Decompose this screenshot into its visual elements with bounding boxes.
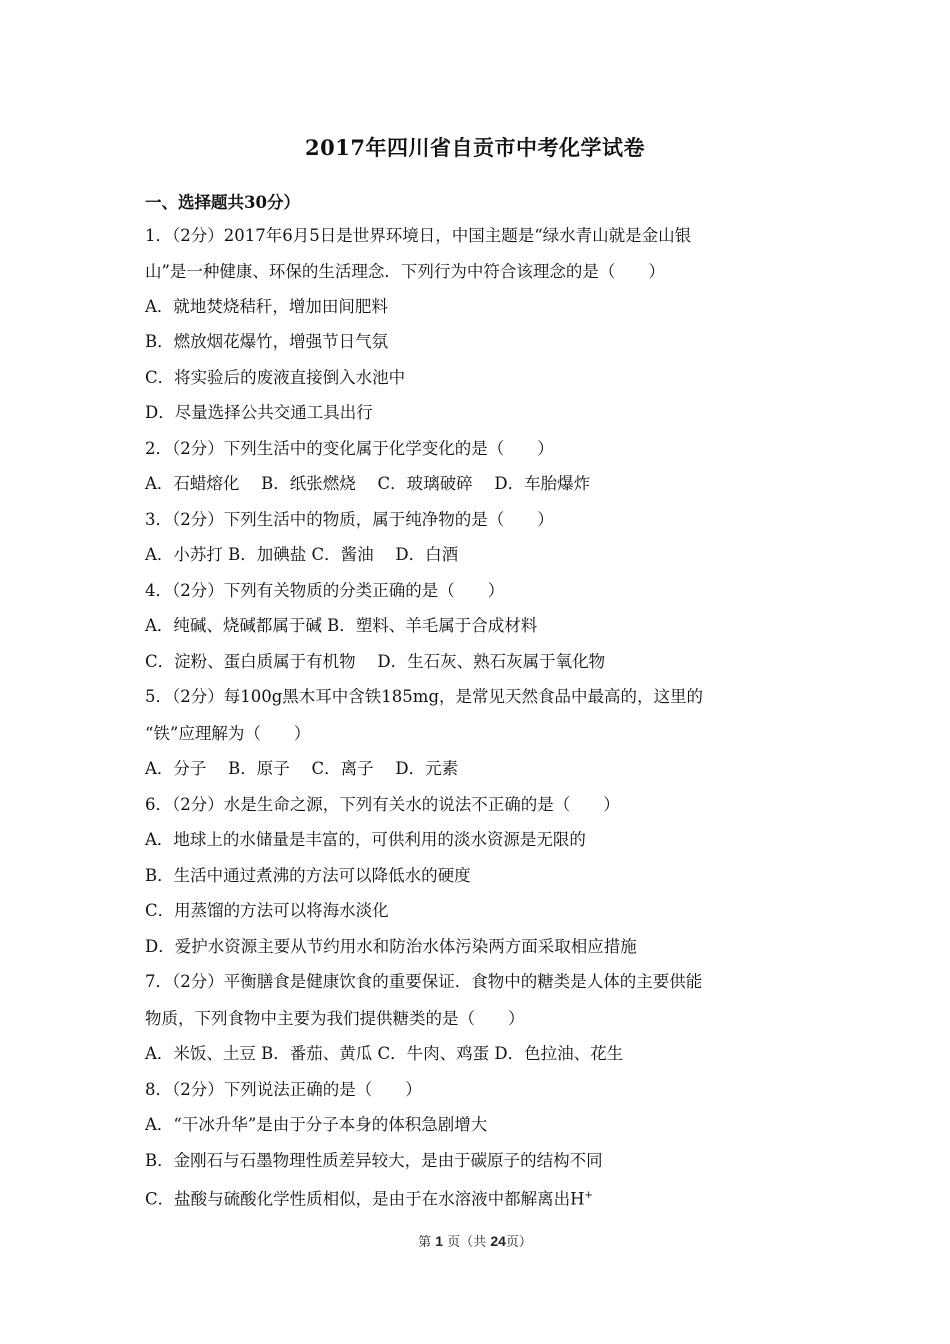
- question-8-option-b: B．金刚石与石墨物理性质差异较大，是由于碳原子的结构不同: [145, 1151, 603, 1170]
- question-4-options-cd: C．淀粉、蛋白质属于有机物 D．生石灰、熟石灰属于氧化物: [145, 652, 606, 671]
- question-6-stem: 6．（2分）水是生命之源，下列有关水的说法不正确的是（ ）: [145, 795, 620, 814]
- question-7-line-1: 7．（2分）平衡膳食是健康饮食的重要保证．食物中的糖类是人体的主要供能: [145, 972, 703, 991]
- page-title: 2017年四川省自贡市中考化学试卷: [305, 135, 645, 160]
- section-heading: 一、选择题共30分）: [145, 193, 300, 212]
- question-8-option-c: [145, 1186, 593, 1210]
- question-8-stem: 8．（2分）下列说法正确的是（ ）: [145, 1080, 422, 1099]
- question-2-options: A．石蜡熔化 B．纸张燃烧 C．玻璃破碎 D．车胎爆炸: [145, 474, 591, 493]
- question-3-options: A．小苏打 B．加碘盐 C．酱油 D．白酒: [145, 545, 459, 564]
- question-6-option-d: D．爱护水资源主要从节约用水和防治水体污染两方面采取相应措施: [145, 937, 637, 956]
- question-1-option-a: A．就地焚烧秸秆，增加田间肥料: [145, 297, 388, 316]
- question-7-line-2: 物质，下列食物中主要为我们提供糖类的是（ ）: [145, 1009, 525, 1028]
- question-1-option-d: D．尽量选择公共交通工具出行: [145, 403, 373, 422]
- question-6-option-c: C．用蒸馏的方法可以将海水淡化: [145, 901, 389, 920]
- footer-total-pages: 24: [490, 1233, 506, 1249]
- question-8-option-a: A．“干冰升华”是由于分子本身的体积急剧增大: [145, 1115, 488, 1134]
- footer-mid: 页（共: [447, 1235, 487, 1250]
- question-1-option-b: B．燃放烟花爆竹，增强节日气氛: [145, 332, 389, 351]
- question-1-line-2: 山”是一种健康、环保的生活理念．下列行为中符合该理念的是（ ）: [145, 262, 665, 281]
- footer-page-number: 1: [435, 1233, 444, 1249]
- question-3-stem: 3．（2分）下列生活中的物质，属于纯净物的是（ ）: [145, 510, 554, 529]
- question-8-option-c-text: C．盐酸与硫酸化学性质相似，是由于在水溶液中都解离出H: [145, 1189, 585, 1209]
- footer-prefix: 第: [418, 1235, 432, 1250]
- question-6-option-a: A．地球上的水储量是丰富的，可供利用的淡水资源是无限的: [145, 830, 586, 849]
- superscript-plus: +: [584, 1190, 593, 1201]
- question-7-options: A．米饭、土豆 B．番茄、黄瓜 C．牛肉、鸡蛋 D．色拉油、花生: [145, 1044, 624, 1063]
- question-5-line-1: 5．（2分）每100g黑木耳中含铁185mg，是常见天然食品中最高的，这里的: [145, 687, 704, 706]
- question-4-stem: 4．（2分）下列有关物质的分类正确的是（ ）: [145, 581, 505, 600]
- footer-suffix: 页）: [505, 1235, 532, 1250]
- question-1-line-1: 1．（2分）2017年6月5日是世界环境日，中国主题是“绿水青山就是金山银: [145, 226, 692, 245]
- question-5-options: A．分子 B．原子 C．离子 D．元素: [145, 759, 459, 778]
- question-2-stem: 2．（2分）下列生活中的变化属于化学变化的是（ ）: [145, 439, 554, 458]
- question-1-option-c: C．将实验后的废液直接倒入水池中: [145, 368, 406, 387]
- question-6-option-b: B．生活中通过煮沸的方法可以降低水的硬度: [145, 866, 471, 885]
- question-5-line-2: “铁”应理解为（ ）: [145, 724, 311, 743]
- question-4-options-ab: A．纯碱、烧碱都属于碱 B．塑料、羊毛属于合成材料: [145, 616, 538, 635]
- page-footer: [0, 1231, 950, 1250]
